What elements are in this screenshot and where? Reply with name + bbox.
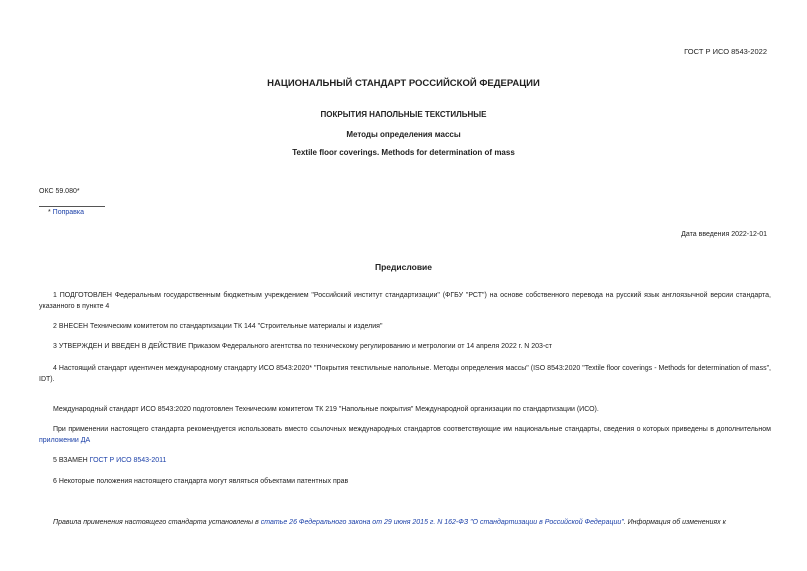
federal-law-link[interactable]: статье 26 Федерального закона от 29 июня 2015 г. N 162-ФЗ "О стандартизации в Российской Федерации" — [260, 519, 624, 526]
preface-usage-note — [39, 425, 771, 446]
replaces-text: 5 ВЗАМЕН — [53, 457, 90, 464]
standard-title-en: Textile floor coverings. Methods for determination of mass — [292, 148, 515, 157]
standard-title-ru: ПОКРЫТИЯ НАПОЛЬНЫЕ ТЕКСТИЛЬНЫЕ — [320, 110, 487, 119]
amendment-link[interactable]: Поправка — [52, 209, 85, 216]
standard-subtitle: Методы определения массы — [346, 130, 461, 139]
usage-note-text: При применении настоящего стандарта рекомендуется использовать вместо ссылочных международных стандартов соответствующие им национальные стандарты, сведения о которых приведены в дополнительном — [53, 426, 771, 433]
intro-date: Дата введения 2022-12-01 — [681, 231, 767, 238]
oks-code: ОКС 59.080* — [39, 188, 80, 195]
document-code: ГОСТ Р ИСО 8543-2022 — [684, 47, 767, 56]
preface-item-3: 3 УТВЕРЖДЕН И ВВЕДЕН В ДЕЙСТВИЕ Приказом Федерального агентства по техническому регулированию и метрологии от 14 апреля 2022 г. N 203-ст — [53, 343, 552, 350]
application-rules-note — [39, 518, 771, 529]
footnote-star: * — [48, 209, 53, 216]
footnote-divider — [39, 206, 105, 207]
replaced-standard-link[interactable]: ГОСТ Р ИСО 8543-2011 — [89, 457, 167, 464]
footnote — [48, 209, 84, 216]
national-standard-heading: НАЦИОНАЛЬНЫЙ СТАНДАРТ РОССИЙСКОЙ ФЕДЕРАЦИИ — [267, 78, 540, 89]
preface-item-1: 1 ПОДГОТОВЛЕН Федеральным государственным бюджетным учреждением "Российский институт стандартизации" (ФГБУ "РСТ") на основе собственного перевода на русский язык англоязычной версии стандарта, указанного в пункте 4 — [39, 292, 771, 310]
preface-item-6: 6 Некоторые положения настоящего стандарта могут являться объектами патентных прав — [53, 478, 349, 485]
rules-text-start: Правила применения настоящего стандарта установлены в — [53, 519, 261, 526]
preface-item-4: 4 Настоящий стандарт идентичен международному стандарту ИСО 8543:2020* "Покрытия текстильные напольные. Методы определения массы" (ISO 8543:2020 "Textile floor coverings - Methods for determination of mass", IDT). — [39, 365, 771, 383]
preface-iso-note: Международный стандарт ИСО 8543:2020 подготовлен Техническим комитетом ТК 219 "Напольные покрытия" Международной организации по стандартизации (ИСО). — [53, 406, 599, 413]
rules-text-end: . Информация об изменениях к — [623, 519, 726, 526]
preface-item-2: 2 ВНЕСЕН Техническим комитетом по стандартизации ТК 144 "Строительные материалы и изделия" — [53, 323, 383, 330]
preface-item-5 — [39, 456, 771, 467]
appendix-da-link[interactable]: приложении ДА — [39, 436, 91, 444]
preface-heading: Предисловие — [374, 262, 433, 272]
